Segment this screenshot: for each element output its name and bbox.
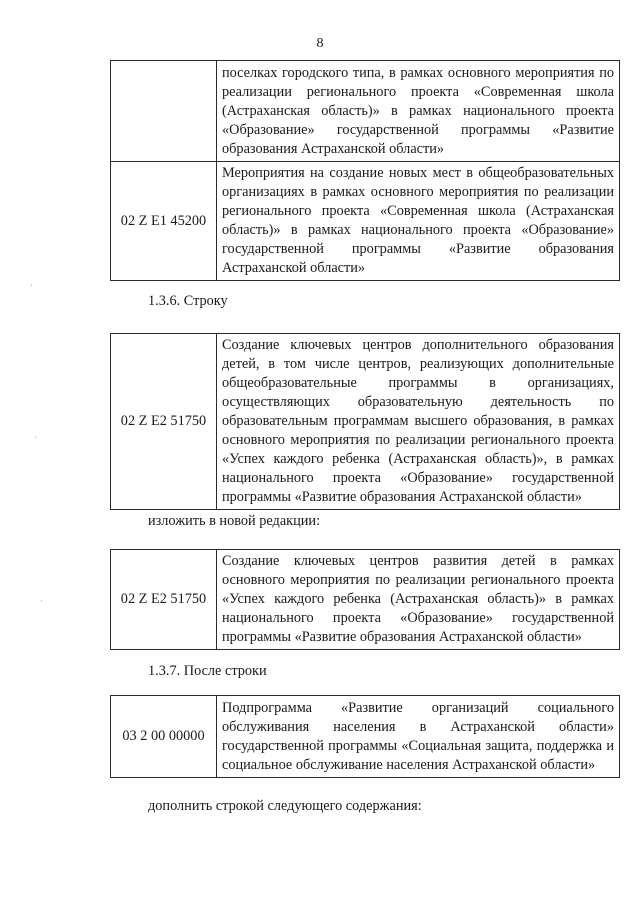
code-cell — [111, 61, 217, 162]
section-heading-1-3-7: 1.3.7. После строки — [148, 663, 267, 679]
description-cell: Создание ключевых центров развития детей в рамках основного мероприятия по реализации регионального проекта «Успех каждого ребенка (Астраханская область)» в рамках национального проекта «Образование» государственной программы «Развитие образования Астраханской области» — [217, 550, 620, 650]
table-row — [111, 696, 620, 778]
budget-code-table-3 — [110, 549, 620, 650]
instruction-new-edition: изложить в новой редакции: — [148, 513, 321, 529]
scan-speck: · — [30, 280, 33, 290]
scan-speck: · — [34, 432, 37, 442]
budget-code-table-2 — [110, 333, 620, 510]
budget-code-table-4 — [110, 695, 620, 778]
code-cell: 03 2 00 00000 — [111, 696, 217, 778]
code-cell: 02 Z E1 45200 — [111, 162, 217, 281]
description-cell: Создание ключевых центров дополнительного образования детей, в том числе центров, реализующих дополнительные общеобразовательные программы в организациях, осуществляющих образовательную деятельность по образовательным программам высшего образования, в рамках основного мероприятия по реализации регионального проекта «Успех каждого ребенка (Астраханская область)», в рамках национального проекта «Образование» государственной программы «Развитие образования Астраханской области» — [217, 334, 620, 510]
section-heading-1-3-6: 1.3.6. Строку — [148, 293, 228, 309]
table-row — [111, 61, 620, 162]
table-row — [111, 550, 620, 650]
scan-speck: · — [40, 596, 43, 606]
instruction-add-row: дополнить строкой следующего содержания: — [148, 798, 422, 814]
table-row — [111, 162, 620, 281]
page-number: 8 — [316, 36, 324, 51]
code-cell: 02 Z E2 51750 — [111, 334, 217, 510]
table-row — [111, 334, 620, 510]
description-cell: Подпрограмма «Развитие организаций социального обслуживания населения в Астраханской области» государственной программы «Социальная защита, поддержка и социальное обслуживание населения Астраханской области» — [217, 696, 620, 778]
budget-code-table-1 — [110, 60, 620, 281]
code-cell: 02 Z E2 51750 — [111, 550, 217, 650]
description-cell: поселках городского типа, в рамках основного мероприятия по реализации регионального проекта «Современная школа (Астраханская область)» в рамках национального проекта «Образование» государственной программы «Развитие образования Астраханской области» — [217, 61, 620, 162]
description-cell: Мероприятия на создание новых мест в общеобразовательных организациях в рамках основного мероприятия по реализации регионального проекта «Современная школа (Астраханская область)» в рамках национального проекта «Образование» государственной программы «Развитие образования Астраханской области» — [217, 162, 620, 281]
